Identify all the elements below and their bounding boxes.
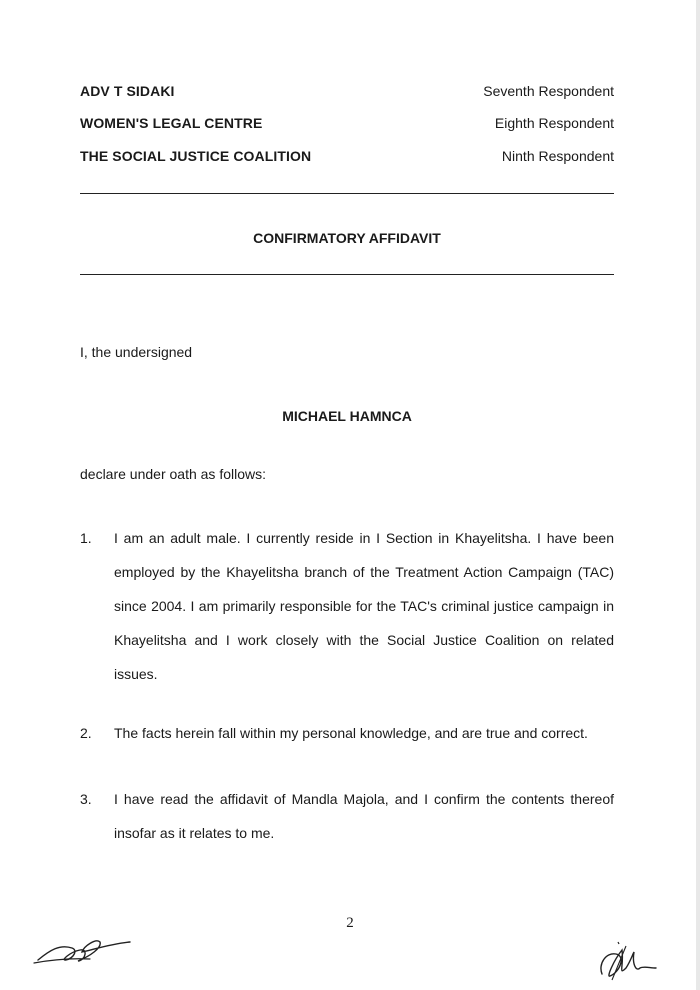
party-name-eighth: WOMEN'S LEGAL CENTRE	[80, 115, 263, 131]
scan-edge-shadow	[696, 0, 700, 990]
party-role-ninth: Ninth Respondent	[501, 148, 614, 164]
paragraph-number: 3.	[80, 791, 92, 807]
paragraph-text: I am an adult male. I currently reside in I Section in Khayelitsha. I have been employed by the Khayelitsha branch of the Treatment Action Campaign (TAC) since 2004. I am primarily responsible for the TAC's criminal justice campaign in Khayelitsha and I work closely with the Social Justice Coalition on related issues.	[114, 530, 614, 682]
paragraph-number: 1.	[80, 530, 92, 546]
party-name-seventh: ADV T SIDAKI	[80, 83, 175, 99]
deponent-name: MICHAEL HAMNCA	[282, 408, 412, 424]
party-role-seventh: Seventh Respondent	[483, 83, 614, 99]
paragraph-1	[80, 521, 614, 691]
paragraph-number: 2.	[80, 725, 92, 741]
intro-text: I, the undersigned	[80, 344, 193, 360]
signature-initials-right	[592, 938, 662, 986]
party-role-eighth: Eighth Respondent	[494, 115, 614, 131]
paragraph-2	[80, 716, 614, 750]
party-name-ninth: THE SOCIAL JUSTICE COALITION	[80, 148, 312, 164]
title-rule-top	[80, 193, 614, 194]
paragraph-3	[80, 782, 614, 850]
signature-initials-left	[30, 930, 140, 970]
title-rule-bottom	[80, 274, 614, 275]
paragraph-text: The facts herein fall within my personal knowledge, and are true and correct.	[114, 725, 588, 741]
document-title: CONFIRMATORY AFFIDAVIT	[253, 230, 441, 246]
paragraph-text: I have read the affidavit of Mandla Majola, and I confirm the contents thereof insofar as it relates to me.	[114, 791, 614, 841]
page-number: 2	[346, 915, 354, 931]
declaration-text: declare under oath as follows:	[80, 466, 266, 482]
